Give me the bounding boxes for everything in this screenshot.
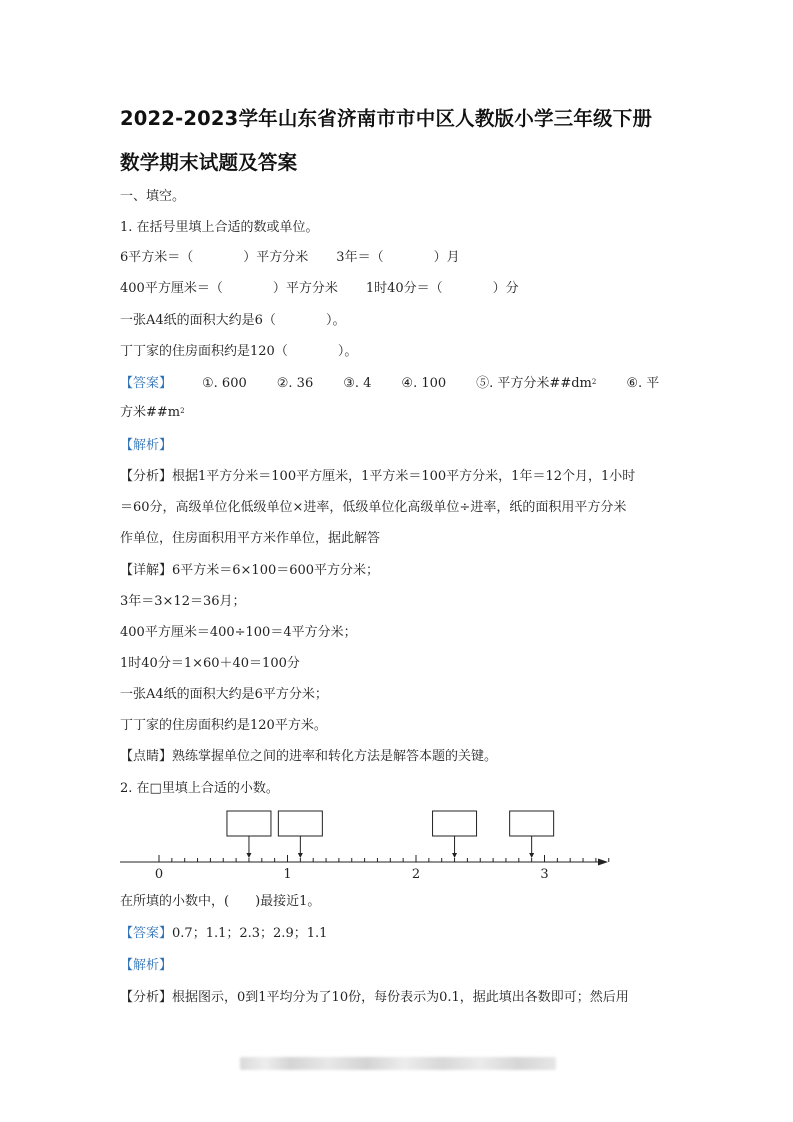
q1-row3-b: ）。: [325, 313, 346, 328]
answer-6: ⑥. 平: [626, 376, 660, 391]
q1-row4-a: 丁丁家的住房面积约是120（: [120, 344, 288, 359]
q1-row1-b: ）平方分米: [243, 250, 309, 265]
page-title-line1: 2022-2023学年山东省济南市市中区人教版小学三年级下册: [120, 107, 653, 130]
q2-fenxi: 【分析】根据图示，0到1平均分为了10份，每份表示为0.1，据此填出各数即可；然后用: [120, 990, 629, 1005]
q1-detail-5: 一张A4纸的面积大约是6平方分米；: [120, 687, 328, 702]
q1-row2-b: ）平方分米: [272, 281, 338, 296]
q1-row1: [120, 249, 460, 267]
q1-row2-c: 1时40分＝（: [365, 281, 443, 296]
q1-fenxi-2: ＝60分，高级单位化低级单位×进率，低级单位化高级单位÷进率，纸的面积用平方分米: [120, 500, 627, 515]
answer-5-sup: 2: [591, 378, 597, 386]
number-line-label: 1: [283, 867, 292, 882]
q2-answer-line: [120, 925, 327, 943]
box-pointer-arrow: [452, 853, 457, 858]
question-1-stem: 1. 在括号里填上合适的数或单位。: [120, 220, 319, 235]
analysis-tag: 【解析】: [120, 438, 173, 453]
number-line-label: 3: [540, 867, 549, 882]
q1-detail-6: 丁丁家的住房面积约是120平方米。: [120, 718, 327, 733]
answer-box: [278, 811, 322, 836]
answer-5: ⑤. 平方分米##dm: [476, 376, 592, 391]
page-title-line2: 数学期末试题及答案: [120, 151, 298, 174]
blurred-footer: [240, 1057, 556, 1070]
number-line-label: 0: [154, 867, 164, 882]
q1-detail-4: 1时40分＝1×60＋40＝100分: [120, 656, 300, 671]
answer-box: [510, 811, 554, 836]
q1-row1-a: 6平方米＝（: [120, 250, 194, 265]
answer-3: ③. 4: [343, 376, 372, 391]
q1-fenxi-1: 【分析】根据1平方分米＝100平方厘米，1平方米＝100平方分米，1年＝12个月，1小时: [120, 469, 636, 484]
q1-detail-3: 400平方厘米＝400÷100＝4平方分米；: [120, 625, 357, 640]
q1-row3-a: 一张A4纸的面积大约是6（: [120, 313, 276, 328]
q1-fenxi-3: 作单位，住房面积用平方米作单位，据此解答: [120, 531, 381, 546]
number-line-figure: [0, 805, 793, 885]
section-heading: 一、填空。: [120, 189, 186, 204]
q1-row2-a: 400平方厘米＝（: [120, 281, 223, 296]
box-pointer-arrow: [246, 853, 251, 858]
q1-answer-line: [120, 375, 659, 393]
answer-box: [433, 811, 477, 836]
question-2-stem: 2. 在□里填上合适的小数。: [120, 781, 279, 796]
box-pointer-arrow: [298, 853, 303, 858]
q2-closest-question: 在所填的小数中，( )最接近1。: [120, 894, 321, 909]
q1-row4: [120, 343, 357, 361]
q1-row2-d: ）分: [492, 281, 519, 296]
q1-row3: [120, 312, 345, 330]
q1-row4-b: ）。: [337, 344, 358, 359]
answer-tag: 【答案】: [120, 376, 173, 391]
q1-detail-2: 3年＝3×12＝36月；: [120, 594, 246, 609]
q1-row1-c: 3年＝（: [336, 250, 384, 265]
q2-analysis-tag: 【解析】: [120, 958, 173, 973]
q1-answer-line2: [120, 404, 185, 422]
q1-row1-d: ）月: [433, 250, 460, 265]
q1-row2: [120, 280, 519, 298]
box-pointer-arrow: [529, 853, 534, 858]
answer-4: ④. 100: [401, 376, 447, 391]
answer-6-cont: 方米##m: [120, 405, 181, 420]
q2-answer-tag: 【答案】: [120, 926, 173, 941]
number-line-label: 2: [411, 867, 421, 882]
answer-6-sup: 2: [180, 407, 185, 415]
number-line-arrow: [598, 859, 608, 866]
answer-1: ①. 600: [202, 376, 247, 391]
q1-tip: 【点睛】熟练掌握单位之间的进率和转化方法是解答本题的关键。: [120, 749, 498, 764]
q1-detail-1: 【详解】6平方米＝6×100＝600平方分米；: [120, 563, 380, 578]
q2-answer: 0.7；1.1；2.3；2.9；1.1: [172, 926, 328, 941]
answer-box: [227, 811, 271, 836]
answer-2: ②. 36: [276, 376, 314, 391]
